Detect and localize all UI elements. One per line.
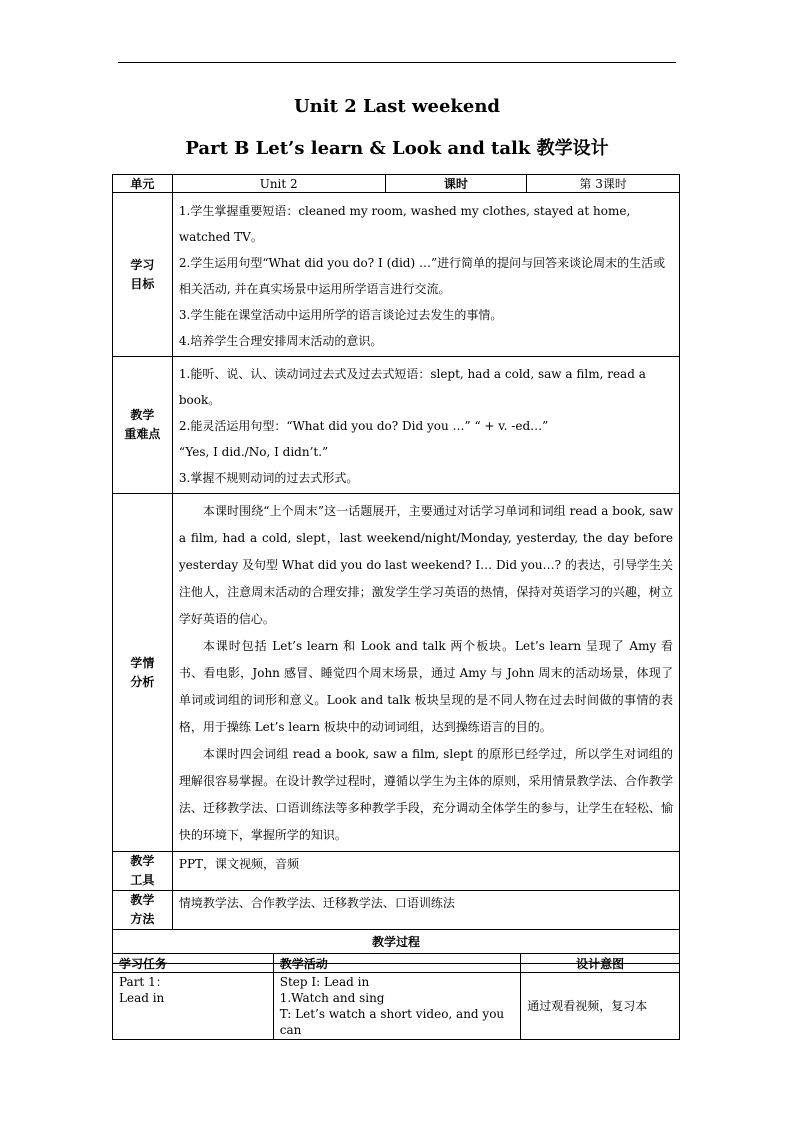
analysis-paragraph: 本课时围绕“上个周末”这一话题展开，主要通过对话学习单词和词组 read a book, saw a film, had a cold, slept，last weekend/night/Monday, yesterday, the day before yesterday 及句型 What did you do last weekend? I… Did you…? 的表达，引导学生关注他人，注意周末活动的合理安排；激发学生学习英语的热情，保持对英语学习的兴趣，树立学好英语的信心。 [178,504,673,626]
tools-value: PPT，课文视频，音频 [172,852,679,891]
unit-row [113,175,680,193]
lesson-info-table [112,174,680,964]
process-title: 教学过程 [113,930,680,964]
col-intent-header: 设计意图 [521,954,680,973]
objectives-label: 学习 目标 [113,193,173,357]
objective-item: 2.学生运用句型“What did you do? I (did) …”进行简单的提问与回答来谈论周末的生活或相关活动, 并在真实场景中运用所学语言进行交流。 [178,255,666,296]
process-row [113,973,680,1040]
analysis-paragraph: 本课时四会词组 read a book, saw a film, slept 的原形已经学过，所以学生对词组的理解很容易掌握。在设计教学过程时，遵循以学生为主体的原则，采用情景教学法、合作教学法、迁移教学法、口语训练法等多种教学手段，充分调动全体学生的参与，让学生在轻松、愉快的环境下，掌握所学的知识。 [178,747,673,842]
tools-label: 教学 工具 [113,852,173,891]
analysis-paragraph: 本课时包括 Let’s learn 和 Look and talk 两个板块。Let’s learn 呈现了 Amy 看书、看电影，John 感冒、睡觉四个周末场景，通过 Amy 与 John 周末的活动场景，体现了单词或词组的词形和意义。Look and talk 板块呈现的是不同人物在过去时间做的事情的表格，用于操练 Let’s learn 板块中的动词词组，达到操练语言的目的。 [178,639,673,734]
key-points-content [172,357,679,494]
analysis-label: 学情 分析 [113,494,173,852]
key-point-item: 2.能灵活运用句型：“What did you do? Did you …” “ + v. -ed…” [178,419,549,433]
objective-item: 1.学生掌握重要短语：cleaned my room, washed my clothes, stayed at home, watched TV。 [178,203,631,244]
key-point-item: “Yes, I did./No, I didn’t.” [178,445,329,459]
key-points-label: 教学 重难点 [113,357,173,494]
tools-row [113,852,680,891]
activity-cell: Step I: Lead in 1.Watch and sing T: Let’s watch a short video, and you can [273,973,521,1040]
key-points-row [113,357,680,494]
process-table [112,953,680,1040]
unit-label: 单元 [113,175,173,193]
objectives-row [113,193,680,357]
intent-cell: 通过观看视频，复习本 [521,973,680,1040]
methods-row [113,891,680,930]
analysis-content [172,494,679,852]
process-header-row [113,954,680,973]
period-label: 课时 [385,175,527,193]
key-point-item: 3.掌握不规则动词的过去式形式。 [178,471,359,485]
key-point-item: 1.能听、说、认、读动词过去式及过去式短语：slept, had a cold, saw a film, read a book。 [178,367,646,407]
objectives-content [172,193,679,357]
col-activity-header: 教学活动 [273,954,521,973]
task-cell: Part 1： Lead in [113,973,274,1040]
analysis-row [113,494,680,852]
objective-item: 4.培养学生合理安排周末活动的意识。 [178,333,383,348]
top-rule [118,62,676,63]
document-subtitle: Part B Let’s learn & Look and talk 教学设计 [185,138,609,159]
unit-value: Unit 2 [172,175,385,193]
document-title: Unit 2 Last weekend [293,96,501,117]
period-value: 第 3课时 [527,175,680,193]
methods-label: 教学 方法 [113,891,173,930]
methods-value: 情境教学法、合作教学法、迁移教学法、口语训练法 [172,891,679,930]
objective-item: 3.学生能在课堂活动中运用所学的语言谈论过去发生的事情。 [178,307,503,322]
col-task-header: 学习任务 [113,954,274,973]
